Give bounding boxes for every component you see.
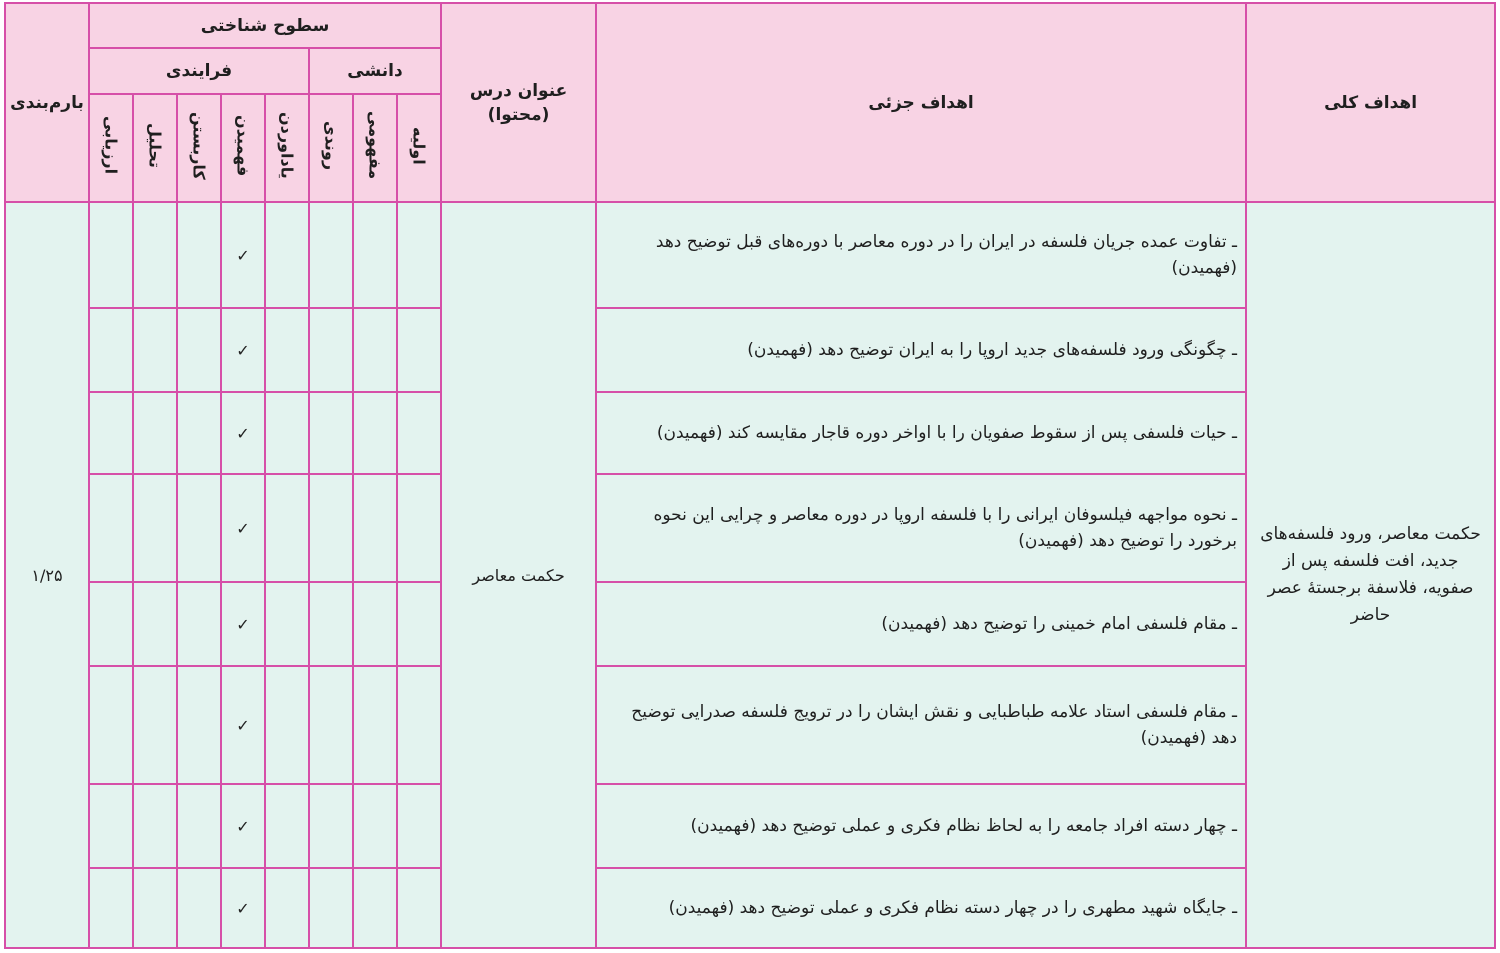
specific-objective-text: ـ تفاوت عمده جریان فلسفه در ایران را در دوره معاصر با دوره‌های قبل توضیح دهد (فهمیدن) [655, 232, 1238, 278]
level-cell-evaluation [89, 868, 133, 948]
check-icon: ✓ [236, 518, 250, 538]
level-cell-evaluation [89, 784, 133, 868]
specific-objective-text: ـ مقام فلسفی امام خمینی را توضیح دهد (فهمیدن) [881, 614, 1238, 634]
specific-goals-header: اهداف جزئی [596, 3, 1246, 202]
level-cell-retention [265, 666, 309, 784]
level-cell-applying [177, 474, 221, 582]
level-retention-label: یاداوردن [277, 112, 297, 179]
level-cell-applying [177, 392, 221, 474]
level-cell-evaluation [89, 202, 133, 308]
level-analysis-label: تحلیل [145, 123, 165, 168]
check-icon: ✓ [236, 898, 250, 918]
level-cell-analysis [133, 666, 177, 784]
level-cell-procedural-k [309, 868, 353, 948]
level-cell-retention [265, 868, 309, 948]
level-cell-applying [177, 666, 221, 784]
level-cell-procedural-k [309, 784, 353, 868]
level-applying-label: کاربستن [189, 111, 209, 180]
level-cell-applying [177, 868, 221, 948]
specific-objective-text: ـ مقام فلسفی استاد علامه طباطبایی و نقش ایشان را در ترویج فلسفه صدرایی توضیح دهد (فهمیدن) [631, 702, 1238, 748]
level-cell-applying [177, 582, 221, 666]
level-cell-evaluation [89, 582, 133, 666]
lesson-title-header-line2: (محتوا) [487, 104, 550, 125]
level-cell-understanding [221, 392, 265, 474]
level-retention-header [265, 94, 309, 202]
knowledge-header: دانشی [309, 48, 441, 94]
level-procedural-knowledge-label: روندی [321, 120, 341, 171]
level-cell-conceptual [353, 582, 397, 666]
level-conceptual-header [353, 94, 397, 202]
lesson-title-header [441, 3, 596, 202]
level-evaluation-label: ارزیابی [101, 116, 121, 175]
procedural-header: فرایندی [89, 48, 309, 94]
level-cell-analysis [133, 202, 177, 308]
level-cell-primary [397, 666, 441, 784]
level-cell-primary [397, 784, 441, 868]
curriculum-table-wrapper [4, 2, 1496, 949]
level-cell-evaluation [89, 666, 133, 784]
general-goal-text: حکمت معاصر، ورود فلسفه‌های جدید، افت فلسفه پس از صفویه، فلاسفة برجستهٔ عصر حاضر [1260, 524, 1481, 625]
level-analysis-header [133, 94, 177, 202]
general-goal-cell [1246, 202, 1495, 948]
level-cell-conceptual [353, 202, 397, 308]
specific-objective-text: ـ نحوه مواجهه فیلسوفان ایرانی را با فلسفه اروپا در دوره معاصر و چرایی این نحوه برخورد را توضیح دهد (فهمیدن) [653, 505, 1238, 551]
level-understanding-header [221, 94, 265, 202]
level-cell-retention [265, 784, 309, 868]
level-cell-conceptual [353, 784, 397, 868]
level-primary-header [397, 94, 441, 202]
level-cell-understanding [221, 784, 265, 868]
level-cell-understanding [221, 666, 265, 784]
cognitive-levels-header: سطوح شناختی [89, 3, 441, 48]
level-cell-primary [397, 474, 441, 582]
table-row [5, 202, 1495, 308]
level-cell-conceptual [353, 392, 397, 474]
level-cell-procedural-k [309, 202, 353, 308]
level-cell-evaluation [89, 392, 133, 474]
level-cell-procedural-k [309, 308, 353, 392]
level-evaluation-header [89, 94, 133, 202]
check-icon: ✓ [236, 423, 250, 443]
level-cell-primary [397, 868, 441, 948]
grading-header: بارم‌بندی [5, 3, 89, 202]
level-cell-evaluation [89, 308, 133, 392]
level-cell-conceptual [353, 474, 397, 582]
level-cell-conceptual [353, 868, 397, 948]
specific-objective-text: ـ چهار دسته افراد جامعه را به لحاظ نظام فکری و عملی توضیح دهد (فهمیدن) [690, 816, 1238, 836]
level-applying-header [177, 94, 221, 202]
general-goals-header: اهداف کلی [1246, 3, 1495, 202]
specific-objective-cell [596, 666, 1246, 784]
level-primary-label: اولیه [409, 126, 429, 165]
level-cell-understanding [221, 582, 265, 666]
grade-value: ۱/۲۵ [5, 202, 89, 948]
specific-objective-cell [596, 784, 1246, 868]
level-cell-retention [265, 474, 309, 582]
level-cell-procedural-k [309, 582, 353, 666]
specific-objective-text: ـ چگونگی ورود فلسفه‌های جدید اروپا را به ایران توضیح دهد (فهمیدن) [747, 340, 1238, 360]
level-cell-understanding [221, 308, 265, 392]
level-cell-analysis [133, 868, 177, 948]
level-cell-analysis [133, 784, 177, 868]
check-icon: ✓ [236, 245, 250, 265]
specific-objective-text: ـ جایگاه شهید مطهری را در چهار دسته نظام فکری و عملی توضیح دهد (فهمیدن) [668, 898, 1238, 918]
level-understanding-label: فهمیدن [233, 114, 253, 177]
check-icon: ✓ [236, 816, 250, 836]
level-cell-analysis [133, 392, 177, 474]
level-cell-primary [397, 392, 441, 474]
level-cell-applying [177, 202, 221, 308]
level-cell-understanding [221, 474, 265, 582]
level-procedural-knowledge-header [309, 94, 353, 202]
level-cell-procedural-k [309, 474, 353, 582]
specific-objective-cell [596, 474, 1246, 582]
specific-objective-cell [596, 582, 1246, 666]
level-cell-primary [397, 582, 441, 666]
level-cell-analysis [133, 582, 177, 666]
curriculum-table [4, 2, 1496, 949]
lesson-title: حکمت معاصر [441, 202, 596, 948]
check-icon: ✓ [236, 715, 250, 735]
level-cell-primary [397, 202, 441, 308]
specific-objective-cell [596, 392, 1246, 474]
level-conceptual-label: مفهومی [365, 111, 385, 180]
level-cell-analysis [133, 474, 177, 582]
level-cell-analysis [133, 308, 177, 392]
level-cell-understanding [221, 868, 265, 948]
level-cell-retention [265, 308, 309, 392]
level-cell-applying [177, 784, 221, 868]
level-cell-applying [177, 308, 221, 392]
level-cell-primary [397, 308, 441, 392]
level-cell-procedural-k [309, 392, 353, 474]
specific-objective-cell [596, 202, 1246, 308]
lesson-title-header-line1: عنوان درس [469, 80, 568, 101]
level-cell-understanding [221, 202, 265, 308]
level-cell-retention [265, 392, 309, 474]
check-icon: ✓ [236, 614, 250, 634]
specific-objective-cell [596, 308, 1246, 392]
level-cell-evaluation [89, 474, 133, 582]
level-cell-retention [265, 582, 309, 666]
check-icon: ✓ [236, 340, 250, 360]
level-cell-retention [265, 202, 309, 308]
level-cell-conceptual [353, 308, 397, 392]
specific-objective-cell [596, 868, 1246, 948]
specific-objective-text: ـ حیات فلسفی پس از سقوط صفویان را با اواخر دوره قاجار مقایسه کند (فهمیدن) [656, 423, 1238, 443]
level-cell-procedural-k [309, 666, 353, 784]
level-cell-conceptual [353, 666, 397, 784]
